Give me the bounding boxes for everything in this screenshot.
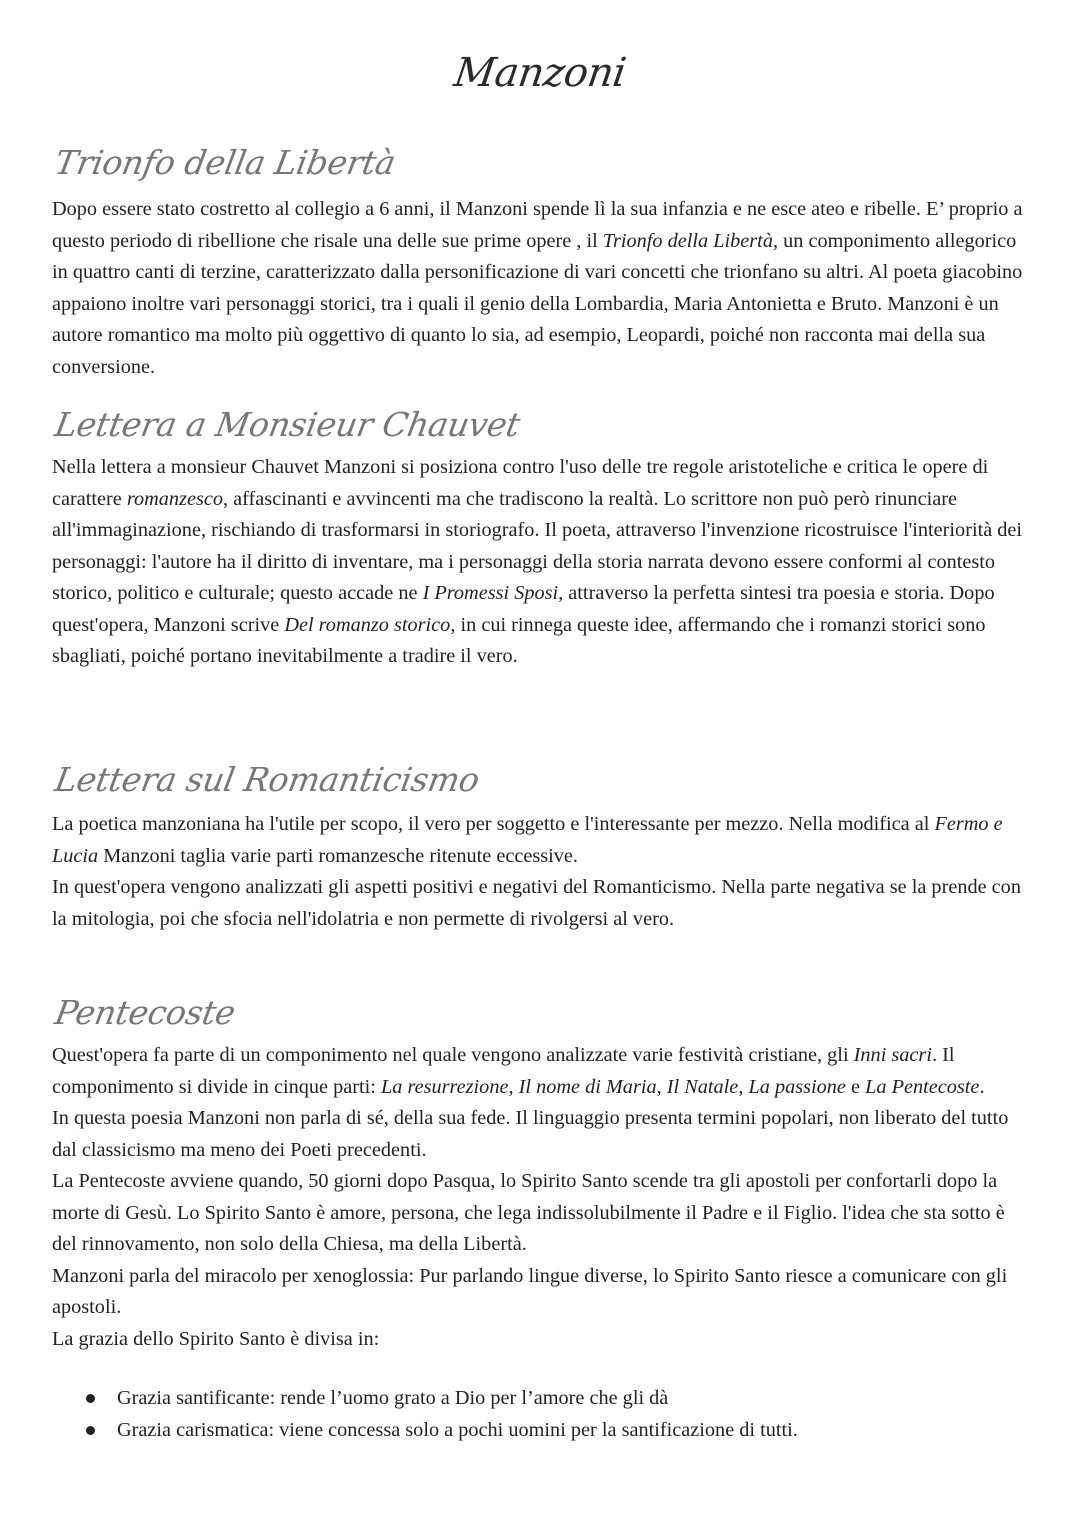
list-item-text: Grazia carismatica: viene concessa solo a pochi uomini per la santificazione di tutti. [117,1418,798,1441]
list-item-text: Grazia santificante: rende l’uomo grato a Dio per l’amore che gli dà [117,1387,669,1409]
bullet-icon [86,1394,95,1403]
italic-title: Il Natale [666,1075,739,1098]
section-paragraph-pentecoste [52,1040,1032,1355]
text-run: In quest'opera vengono analizzati gli aspetti positivi e negativi del Romanticismo. Nella parte negativa se la prende con la mitologia, poi che sfocia nell'idolatria e non permette di rivolgersi al vero. [52,876,1021,930]
text-run: e [845,1075,866,1098]
italic-title: Trionfo della Libertà [602,229,773,252]
text-run: , [738,1075,749,1098]
text-run: , in cui rinnega queste idee, affermando che i romanzi storici sono sbagliati, poiché portano inevitabilmente a tradire il vero. [52,613,986,667]
section-paragraph-trionfo [52,194,1032,383]
italic-title: La Pentecoste [865,1075,980,1098]
section-heading-trionfo: Trionfo della Libertà [52,143,399,182]
text-run: La grazia dello Spirito Santo è divisa in: [52,1327,380,1350]
section-heading-romanticismo: Lettera sul Romanticismo [52,760,483,799]
text-run: Manzoni parla del miracolo per xenoglossia: Pur parlando lingue diverse, lo Spirito Santo riesce a comunicare con gli apostoli. [52,1264,1008,1318]
section-paragraph-chauvet [52,452,1032,673]
text-run: Nella lettera a monsieur Chauvet Manzoni si posiziona contro l'uso delle tre regole aristoteliche e critica le opere di carattere [52,456,989,510]
section-heading-pentecoste: Pentecoste [52,993,239,1032]
italic-title: romanzesco [126,487,223,510]
text-run: Manzoni taglia varie parti romanzesche ritenute eccessive. [98,844,578,867]
text-run: Quest'opera fa parte di un componimento nel quale vengono analizzate varie festività cristiane, gli [52,1044,854,1066]
text-run: , affascinanti e avvincenti ma che tradiscono la realtà. Lo scrittore non può però rinunciare all'immaginazione, rischiando di trasformarsi in storiografo. Il poeta, attraverso l'invenzione ricostruisce l'interiorità dei personaggi: l'autore ha il diritto di inventare, ma i personaggi della storia narrata devono essere conformi al contesto storico, politico e culturale; questo accade ne [52,487,1023,604]
italic-title: La resurrezione [380,1075,509,1098]
text-run: Dopo essere stato costretto al collegio a 6 anni, il Manzoni spende lì la sua infanzia e ne esce ateo e ribelle. E’ proprio a questo periodo di ribellione che risale una delle sue prime opere , il [52,198,1023,252]
italic-title: La passione [748,1075,846,1098]
italic-title: Inni sacri [853,1044,932,1066]
page-title: Manzoni [451,50,629,96]
text-run: , [508,1075,519,1098]
section-heading-chauvet: Lettera a Monsieur Chauvet [52,405,524,444]
text-run: La poetica manzoniana ha l'utile per scopo, il vero per soggetto e l'interessante per mezzo. Nella modifica al [52,813,935,835]
grazia-bullet-list [52,1383,1032,1446]
italic-title: Del romanzo storico [284,613,451,636]
text-run: , un componimento allegorico in quattro canti di terzine, caratterizzato dalla personificazione di vari concetti che trionfano su altri. Al poeta giacobino appaiono inoltre vari personaggi storici, tra i quali il genio della Lombardia, Maria Antonietta e Bruto. Manzoni è un autore romantico ma molto più oggettivo di quanto lo sia, ad esempio, Leopardi, poiché non racconta mai della sua conversione. [52,229,1023,378]
list-item [52,1383,1032,1415]
section-paragraph-romanticismo [52,809,1032,935]
text-run: , attraverso la perfetta sintesi tra poesia e storia. Dopo quest'opera, Manzoni scrive [52,582,995,636]
italic-title: I Promessi Sposi [422,582,559,604]
italic-title: Fermo e Lucia [52,813,1003,867]
italic-title: Il nome di Maria [518,1075,657,1098]
text-run: , [656,1075,667,1098]
text-run: . Il componimento si divide in cinque parti: [52,1044,955,1098]
text-run: In questa poesia Manzoni non parla di sé, della sua fede. Il linguaggio presenta termini popolari, non liberato del tutto dal classicismo ma meno dei Poeti precedenti. [52,1107,1009,1161]
text-run: La Pentecoste avviene quando, 50 giorni dopo Pasqua, lo Spirito Santo scende tra gli apostoli per confortarli dopo la morte di Gesù. Lo Spirito Santo è amore, persona, che lega indissolubilmente il Padre e il Figlio. l'idea che sta sotto è del rinnovamento, non solo della Chiesa, ma della Libertà. [52,1170,1005,1255]
list-item [52,1415,1032,1447]
bullet-icon [86,1426,95,1435]
text-run: . [979,1075,985,1098]
